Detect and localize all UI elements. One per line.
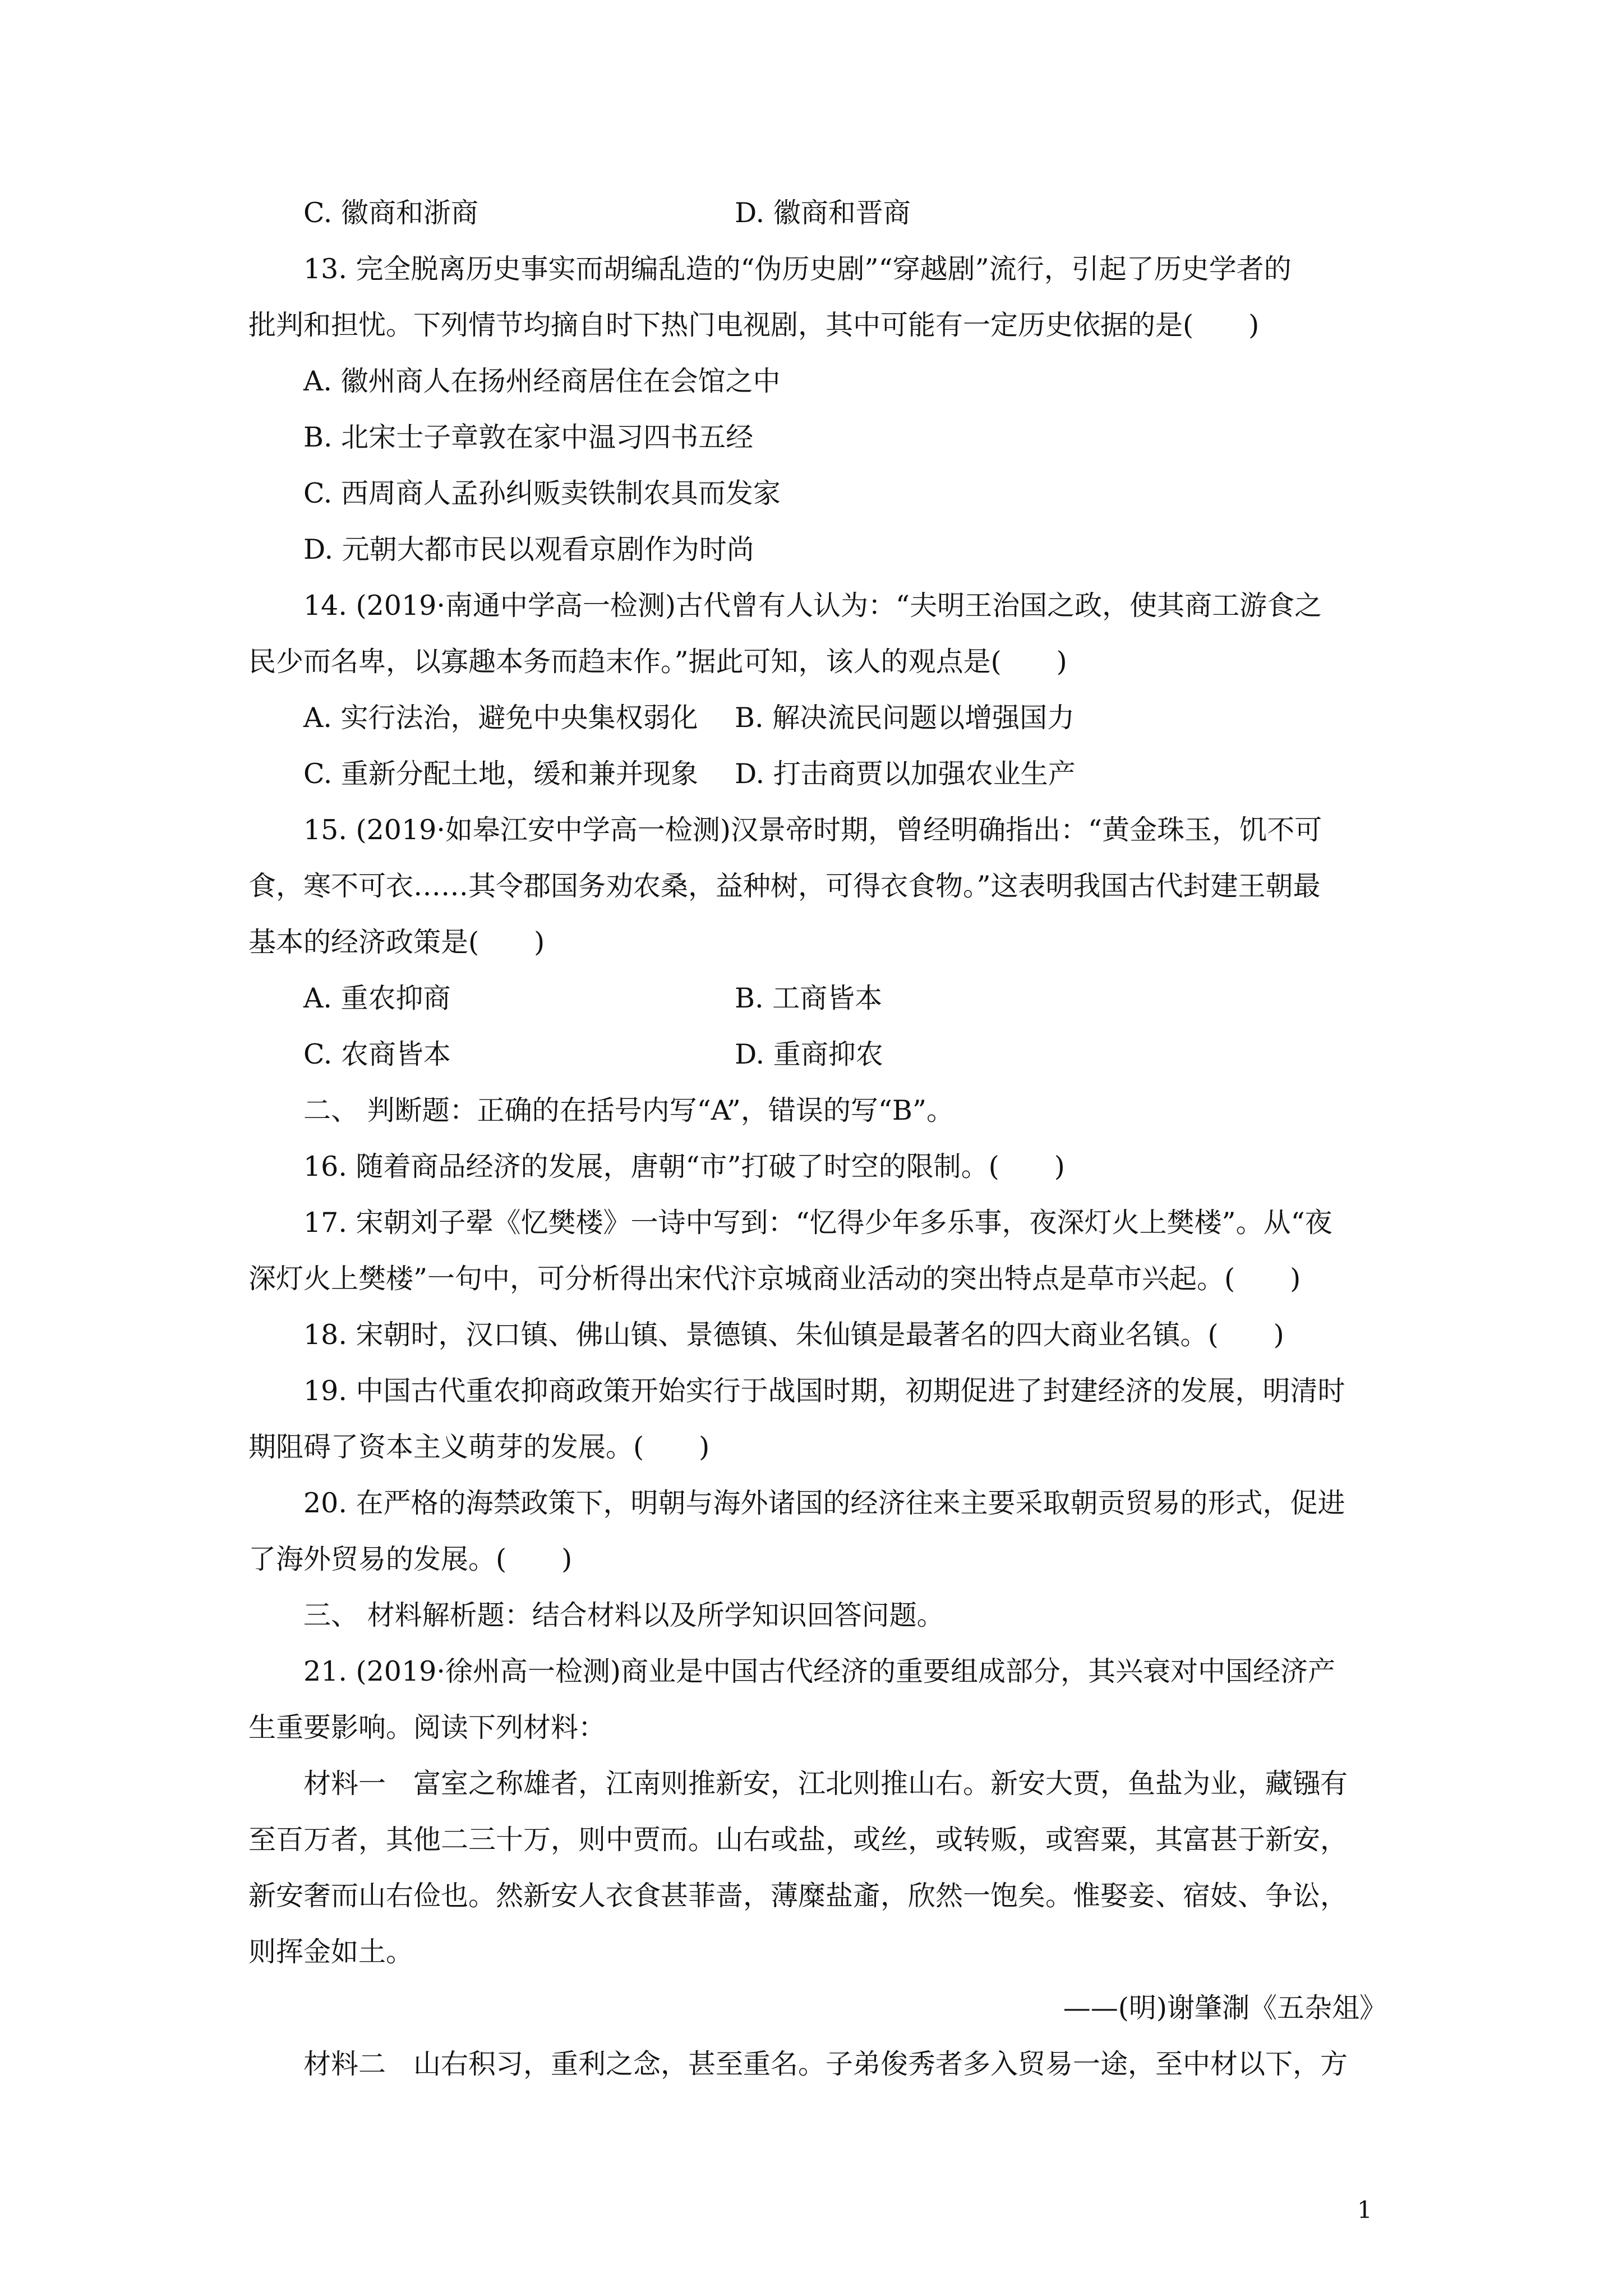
q21-line-1: 21. (2019·徐州高一检测)商业是中国古代经济的重要组成部分，其兴衰对中国经济产 — [303, 1655, 1336, 1687]
q19-line-1: 19. 中国古代重农抑商政策开始实行于战国时期，初期促进了封建经济的发展，明清时 — [303, 1375, 1345, 1407]
material-2-line-1: 材料二 山右积习，重利之念，甚至重名。子弟俊秀者多入贸易一途，至中材以下，方 — [303, 2048, 1348, 2080]
page-number: 1 — [1357, 2196, 1372, 2224]
page-content — [248, 185, 1387, 2092]
q14-option-c: C. 重新分配土地，缓和兼并现象 — [303, 758, 698, 790]
q14-stem-line-1: 14. (2019·南通中学高一检测)古代曾有人认为：“夫明王治国之政，使其商工游食之 — [303, 590, 1322, 622]
q19-line-2: 期阻碍了资本主义萌芽的发展。( ) — [248, 1431, 710, 1463]
material-1-line-1: 材料一 富室之称雄者，江南则推新安，江北则推山右。新安大贾，鱼盐为业，藏镪有 — [303, 1768, 1348, 1800]
q12-option-d: D. 徽商和晋商 — [735, 197, 911, 229]
q13-option-a: A. 徽州商人在扬州经商居住在会馆之中 — [303, 365, 781, 397]
section-3-heading: 三、 材料解析题：结合材料以及所学知识回答问题。 — [303, 1599, 944, 1631]
material-1-line-3: 新安奢而山右俭也。然新安人衣食甚菲啬，薄糜盐齑，欣然一饱矣。惟娶妾、宿妓、争讼， — [248, 1880, 1348, 1912]
q13-option-c: C. 西周商人孟孙纠贩卖铁制农具而发家 — [303, 477, 781, 509]
q13-stem-line-2: 批判和担忧。下列情节均摘自时下热门电视剧，其中可能有一定历史依据的是( ) — [248, 309, 1260, 341]
q14-option-a: A. 实行法治，避免中央集权弱化 — [303, 702, 698, 734]
q20-line-1: 20. 在严格的海禁政策下，明朝与海外诸国的经济往来主要采取朝贡贸易的形式，促进 — [303, 1487, 1345, 1519]
material-1-source: ——(明)谢肇淛《五杂俎》 — [1063, 1992, 1387, 2024]
material-1-line-4: 则挥金如土。 — [248, 1936, 414, 1968]
q20-line-2: 了海外贸易的发展。( ) — [248, 1543, 573, 1575]
q14-option-d: D. 打击商贾以加强农业生产 — [735, 758, 1076, 790]
q15-stem-line-1: 15. (2019·如皋江安中学高一检测)汉景帝时期，曾经明确指出：“黄金珠玉，饥不可 — [303, 814, 1322, 846]
q15-option-d: D. 重商抑农 — [735, 1038, 883, 1070]
q15-option-c: C. 农商皆本 — [303, 1038, 451, 1070]
q13-stem-line-1: 13. 完全脱离历史事实而胡编乱造的“伪历史剧”“穿越剧”流行，引起了历史学者的 — [303, 253, 1292, 285]
q15-stem-line-3: 基本的经济政策是( ) — [248, 926, 545, 958]
q15-options-row-2 — [248, 1027, 1387, 1083]
q17-line-2: 深灯火上樊楼”一句中，可分析得出宋代汴京城商业活动的突出特点是草市兴起。( ) — [248, 1263, 1301, 1295]
q13-option-b: B. 北宋士子章敦在家中温习四书五经 — [303, 421, 754, 453]
q14-options-row-2 — [248, 746, 1387, 802]
q14-stem-line-2: 民少而名卑，以寡趣本务而趋末作。”据此可知，该人的观点是( ) — [248, 646, 1067, 678]
q14-option-b: B. 解决流民问题以增强国力 — [735, 702, 1075, 734]
section-2-heading: 二、 判断题：正确的在括号内写“A”，错误的写“B”。 — [303, 1094, 954, 1126]
q15-option-b: B. 工商皆本 — [735, 982, 883, 1014]
material-1-line-2: 至百万者，其他二三十万，则中贾而。山右或盐，或丝，或转贩，或窖粟，其富甚于新安， — [248, 1824, 1348, 1856]
q12-option-c: C. 徽商和浙商 — [303, 197, 478, 229]
q15-options-row-1 — [248, 970, 1387, 1027]
q21-line-2: 生重要影响。阅读下列材料： — [248, 1711, 606, 1743]
q17-line-1: 17. 宋朝刘子翚《忆樊楼》一诗中写到：“忆得少年多乐事，夜深灯火上樊楼”。从“夜 — [303, 1207, 1332, 1239]
q14-options-row-1 — [248, 690, 1387, 746]
q15-option-a: A. 重农抑商 — [303, 982, 451, 1014]
q18-text: 18. 宋朝时，汉口镇、佛山镇、景德镇、朱仙镇是最著名的四大商业名镇。( ) — [303, 1319, 1284, 1351]
q12-options-row — [248, 185, 1387, 241]
q13-option-d: D. 元朝大都市民以观看京剧作为时尚 — [303, 533, 754, 565]
q16-text: 16. 随着商品经济的发展，唐朝“市”打破了时空的限制。( ) — [303, 1151, 1065, 1182]
q15-stem-line-2: 食，寒不可衣……其令郡国务劝农桑，益种树，可得衣食物。”这表明我国古代封建王朝最 — [248, 870, 1321, 902]
